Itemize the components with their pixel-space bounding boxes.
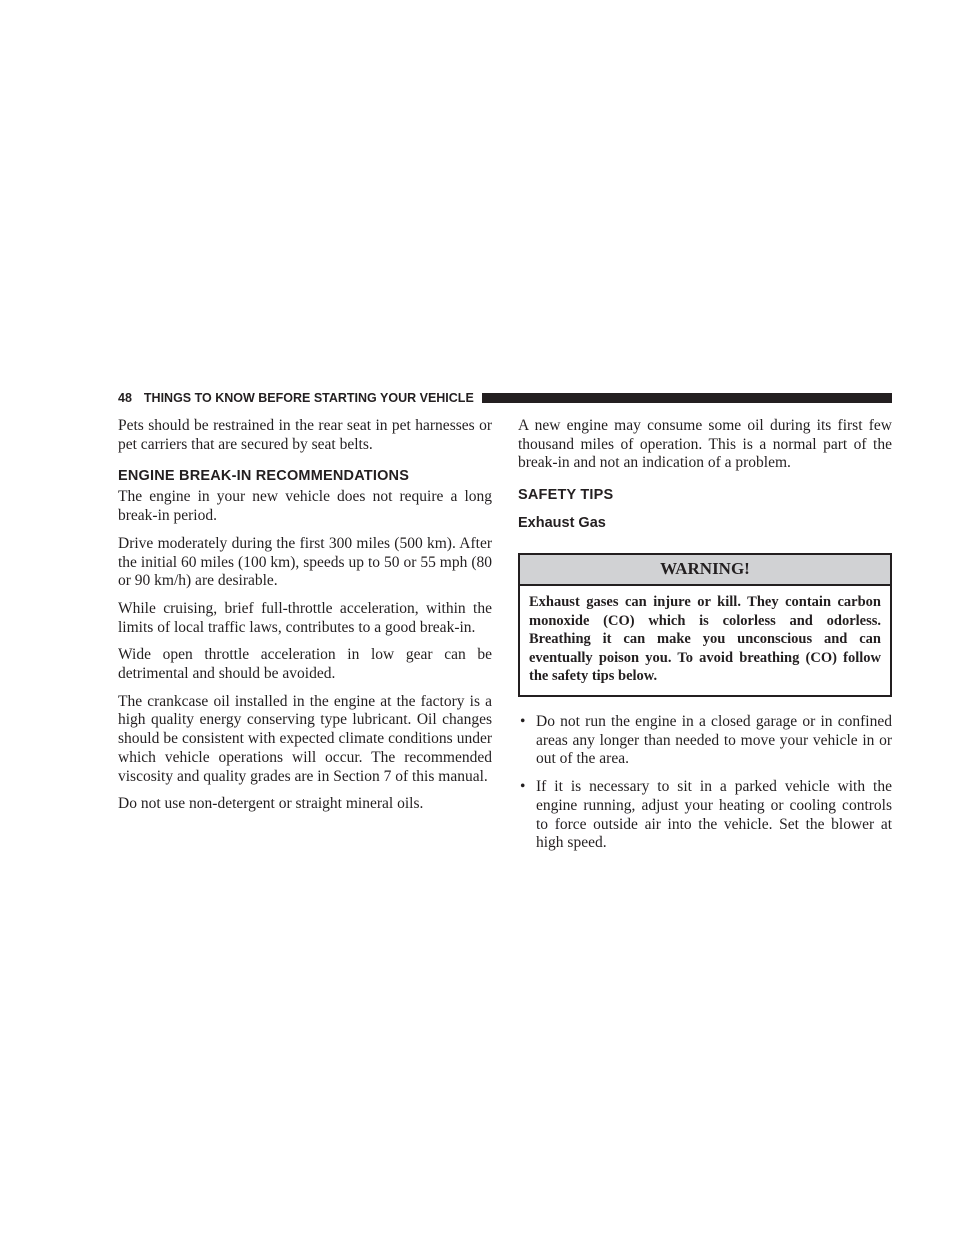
pets-paragraph: Pets should be restrained in the rear seat in pet harnesses or pet carriers that are secured by seat belts. bbox=[118, 417, 492, 453]
oil-consumption-paragraph: A new engine may consume some oil during its first few thousand miles of operation. This is a normal part of the break-in and not an indication of a problem. bbox=[518, 417, 892, 472]
break-in-paragraph: While cruising, brief full-throttle acceleration, within the limits of local traffic laws, contributes to a good break-in. bbox=[118, 599, 492, 636]
break-in-paragraph: Wide open throttle acceleration in low gear can be detrimental and should be avoided. bbox=[118, 646, 492, 683]
bullet-icon: • bbox=[520, 778, 526, 796]
safety-tips-list bbox=[518, 713, 892, 853]
section-title: THINGS TO KNOW BEFORE STARTING YOUR VEHICLE bbox=[143, 390, 474, 405]
list-item bbox=[518, 778, 892, 853]
break-in-paragraph: Do not use non-detergent or straight mineral oils. bbox=[118, 795, 424, 813]
break-in-paragraph: Drive moderately during the first 300 miles (500 km). After the initial 60 miles (100 km), speeds up to 50 or 55 mph (80 or 90 km/h) are desirable. bbox=[118, 534, 492, 590]
bullet-icon: • bbox=[520, 713, 526, 731]
warning-title: WARNING! bbox=[520, 555, 890, 586]
page-header bbox=[118, 389, 892, 406]
list-item bbox=[518, 713, 892, 769]
list-item-text: Do not run the engine in a closed garage or in confined areas any longer than needed to move your vehicle in or out of the area. bbox=[536, 713, 892, 768]
warning-box bbox=[518, 553, 892, 697]
left-column bbox=[118, 417, 492, 823]
header-rule bbox=[482, 393, 892, 403]
safety-tips-heading: SAFETY TIPS bbox=[518, 487, 614, 504]
page-number: 48 bbox=[118, 390, 132, 405]
exhaust-gas-subheading: Exhaust Gas bbox=[518, 515, 606, 532]
break-in-paragraph: The engine in your new vehicle does not require a long break-in period. bbox=[118, 488, 492, 525]
list-item-text: If it is necessary to sit in a parked vehicle with the engine running, adjust your heating or cooling controls to force outside air into the vehicle. Set the blower at high speed. bbox=[536, 778, 892, 852]
warning-text: Exhaust gases can injure or kill. They contain carbon monoxide (CO) which is colorless and odorless. Breathing it can make you unconscious and can eventually poison you. To avoid breathing (CO) follow the safety tips below. bbox=[529, 594, 881, 685]
break-in-paragraph: The crankcase oil installed in the engine at the factory is a high quality energy conserving type lubricant. Oil changes should be consistent with expected climate conditions under which vehicle operations will occur. The recommended viscosity and quality grades are in Section 7 of this manual. bbox=[118, 692, 492, 785]
engine-break-in-heading: ENGINE BREAK-IN RECOMMENDATIONS bbox=[118, 468, 410, 485]
right-column bbox=[518, 417, 892, 862]
